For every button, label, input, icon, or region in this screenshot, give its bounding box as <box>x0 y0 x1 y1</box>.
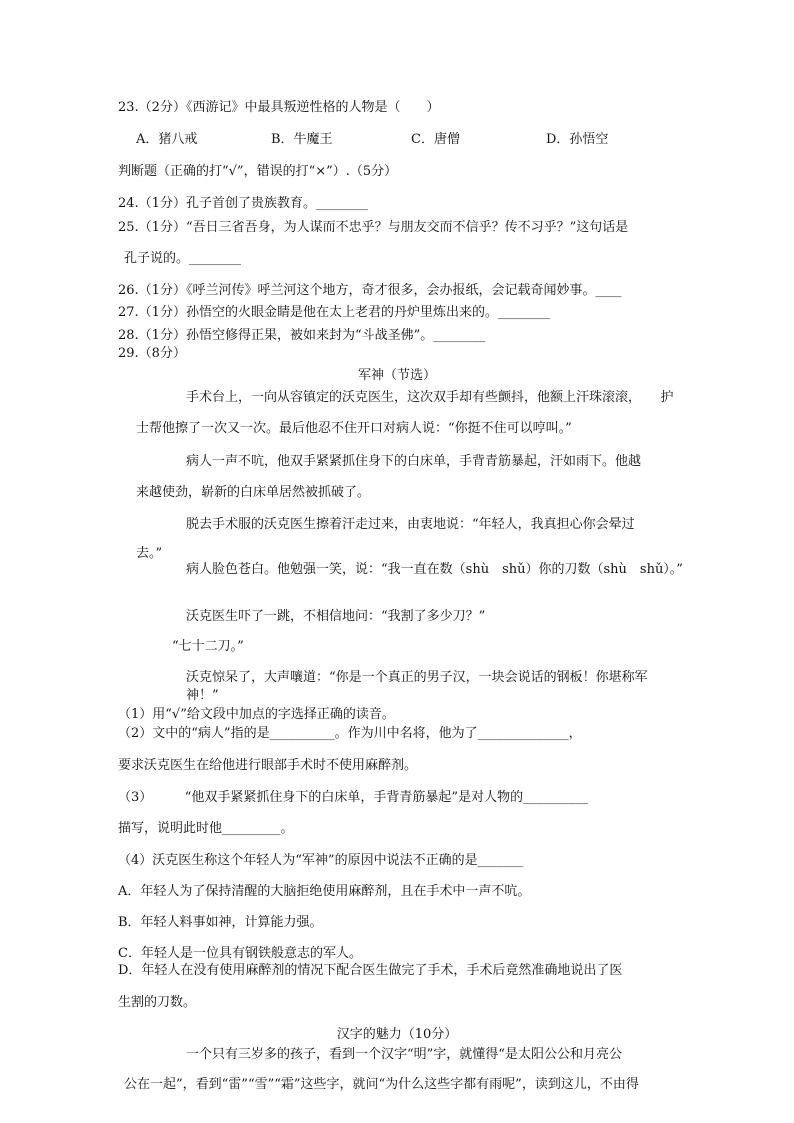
subquestion-4-option-d-line1: D．年轻人在没有使用麻醉剂的情况下配合医生做完了手术，手术后竟然准确地说出了医 <box>118 963 623 978</box>
passage2-p1-line2: 公在一起”，看到“雷”“雪”“霜”这些字，就问“为什么这些字都有雨呢”，读到这儿，不由得 <box>124 1077 639 1092</box>
passage-p5: 沃克医生吓了一跳，不相信地问：“我割了多少刀？” <box>186 609 486 624</box>
question-23-stem: 23.（2分）《西游记》中最具叛逆性格的人物是（ ） <box>118 100 440 115</box>
option-b: B．牛魔王 <box>271 132 333 147</box>
subquestion-3-line1: （3） “他双手紧紧抓住身下的白床单，手背青筋暴起”是对人物的__________ <box>118 790 589 805</box>
question-23-options <box>136 132 608 148</box>
question-26: 26.（1分）《呼兰河传》呼兰河这个地方，奇才很多，会办报纸，会记载奇闻妙事。____ <box>118 283 622 298</box>
question-27: 27.（1分）孙悟空的火眼金睛是他在太上老君的丹炉里炼出来的。________ <box>118 305 550 320</box>
subquestion-4: （4）沃克医生称这个年轻人为“军神”的原因中说法不正确的是_______ <box>118 853 524 868</box>
option-a: A．猪八戒 <box>136 132 198 147</box>
passage-p3-line1: 脱去手术服的沃克医生擦着汗走过来，由衷地说：“年轻人，我真担心你会晕过 <box>186 517 635 532</box>
subquestion-2-line2: 要求沃克医生在给他进行眼部手术时不使用麻醉剂。 <box>118 758 418 773</box>
passage-title: 军神（节选） <box>357 368 436 383</box>
subquestion-2-line1: （2）文中的“病人”指的是__________。作为川中名将，他为了______________， <box>118 726 582 741</box>
subquestion-3-line2: 描写，说明此时他_________。 <box>118 821 294 836</box>
subquestion-4-option-c: C．年轻人是一位具有钢铁般意志的军人。 <box>118 946 362 961</box>
passage-p6: “七十二刀。” <box>172 639 244 654</box>
passage-p3-line2: 去。” <box>136 546 163 561</box>
question-28: 28.（1分）孙悟空修得正果，被如来封为“斗战圣佛”。________ <box>118 328 486 343</box>
subquestion-1: （1）用“√”给文段中加点的字选择正确的读音。 <box>118 707 395 722</box>
passage-p1-line1: 手术台上，一向从容镇定的沃克医生，这次双手却有些颤抖，他额上汗珠滚滚， 护 <box>186 390 674 405</box>
option-c: C．唐僧 <box>411 132 460 147</box>
question-25-line1: 25.（1分）“吾日三省吾身，为人谋而不忠乎？与朋友交而不信乎？传不习乎？”这句话是 <box>118 220 629 235</box>
judge-section-header: 判断题（正确的打“√”，错误的打“×”）.（5分） <box>118 164 398 179</box>
passage-p4: 病人脸色苍白。他勉强一笑，说：“我一直在数（shù shǔ）你的刀数（shù shǔ）。” <box>186 562 683 577</box>
question-29: 29.（8分） <box>118 346 186 361</box>
subquestion-4-option-d-line2: 生割的刀数。 <box>118 995 197 1010</box>
passage-p2-line2: 来越使劲，崭新的白床单居然被抓破了。 <box>136 485 371 500</box>
question-25-line2: 孔子说的。________ <box>124 251 242 266</box>
passage2-title: 汉字的魅力（10分） <box>336 1027 458 1042</box>
passage-p1-line2: 士帮他擦了一次又一次。最后他忍不住开口对病人说：“你挺不住可以哼叫。” <box>136 421 572 436</box>
option-d: D．孙悟空 <box>546 132 609 147</box>
passage-p7-line1: 沃克惊呆了，大声嚷道：“你是一个真正的男子汉，一块会说话的钢板！你堪称军 <box>186 670 648 685</box>
question-24: 24.（1分）孔子首创了贵族教育。________ <box>118 196 368 211</box>
passage-p7-line2: 神！” <box>186 688 219 703</box>
subquestion-4-option-b: B．年轻人料事如神，计算能力强。 <box>118 915 323 930</box>
passage2-p1-line1: 一个只有三岁多的孩子，看到一个汉字“明”字，就懂得“是太阳公公和月亮公 <box>186 1047 622 1062</box>
subquestion-4-option-a: A．年轻人为了保持清醒的大脑拒绝使用麻醉剂，且在手术中一声不吭。 <box>118 884 531 899</box>
passage-p2-line1: 病人一声不吭，他双手紧紧抓住身下的白床单，手背青筋暴起，汗如雨下。他越 <box>186 454 642 469</box>
